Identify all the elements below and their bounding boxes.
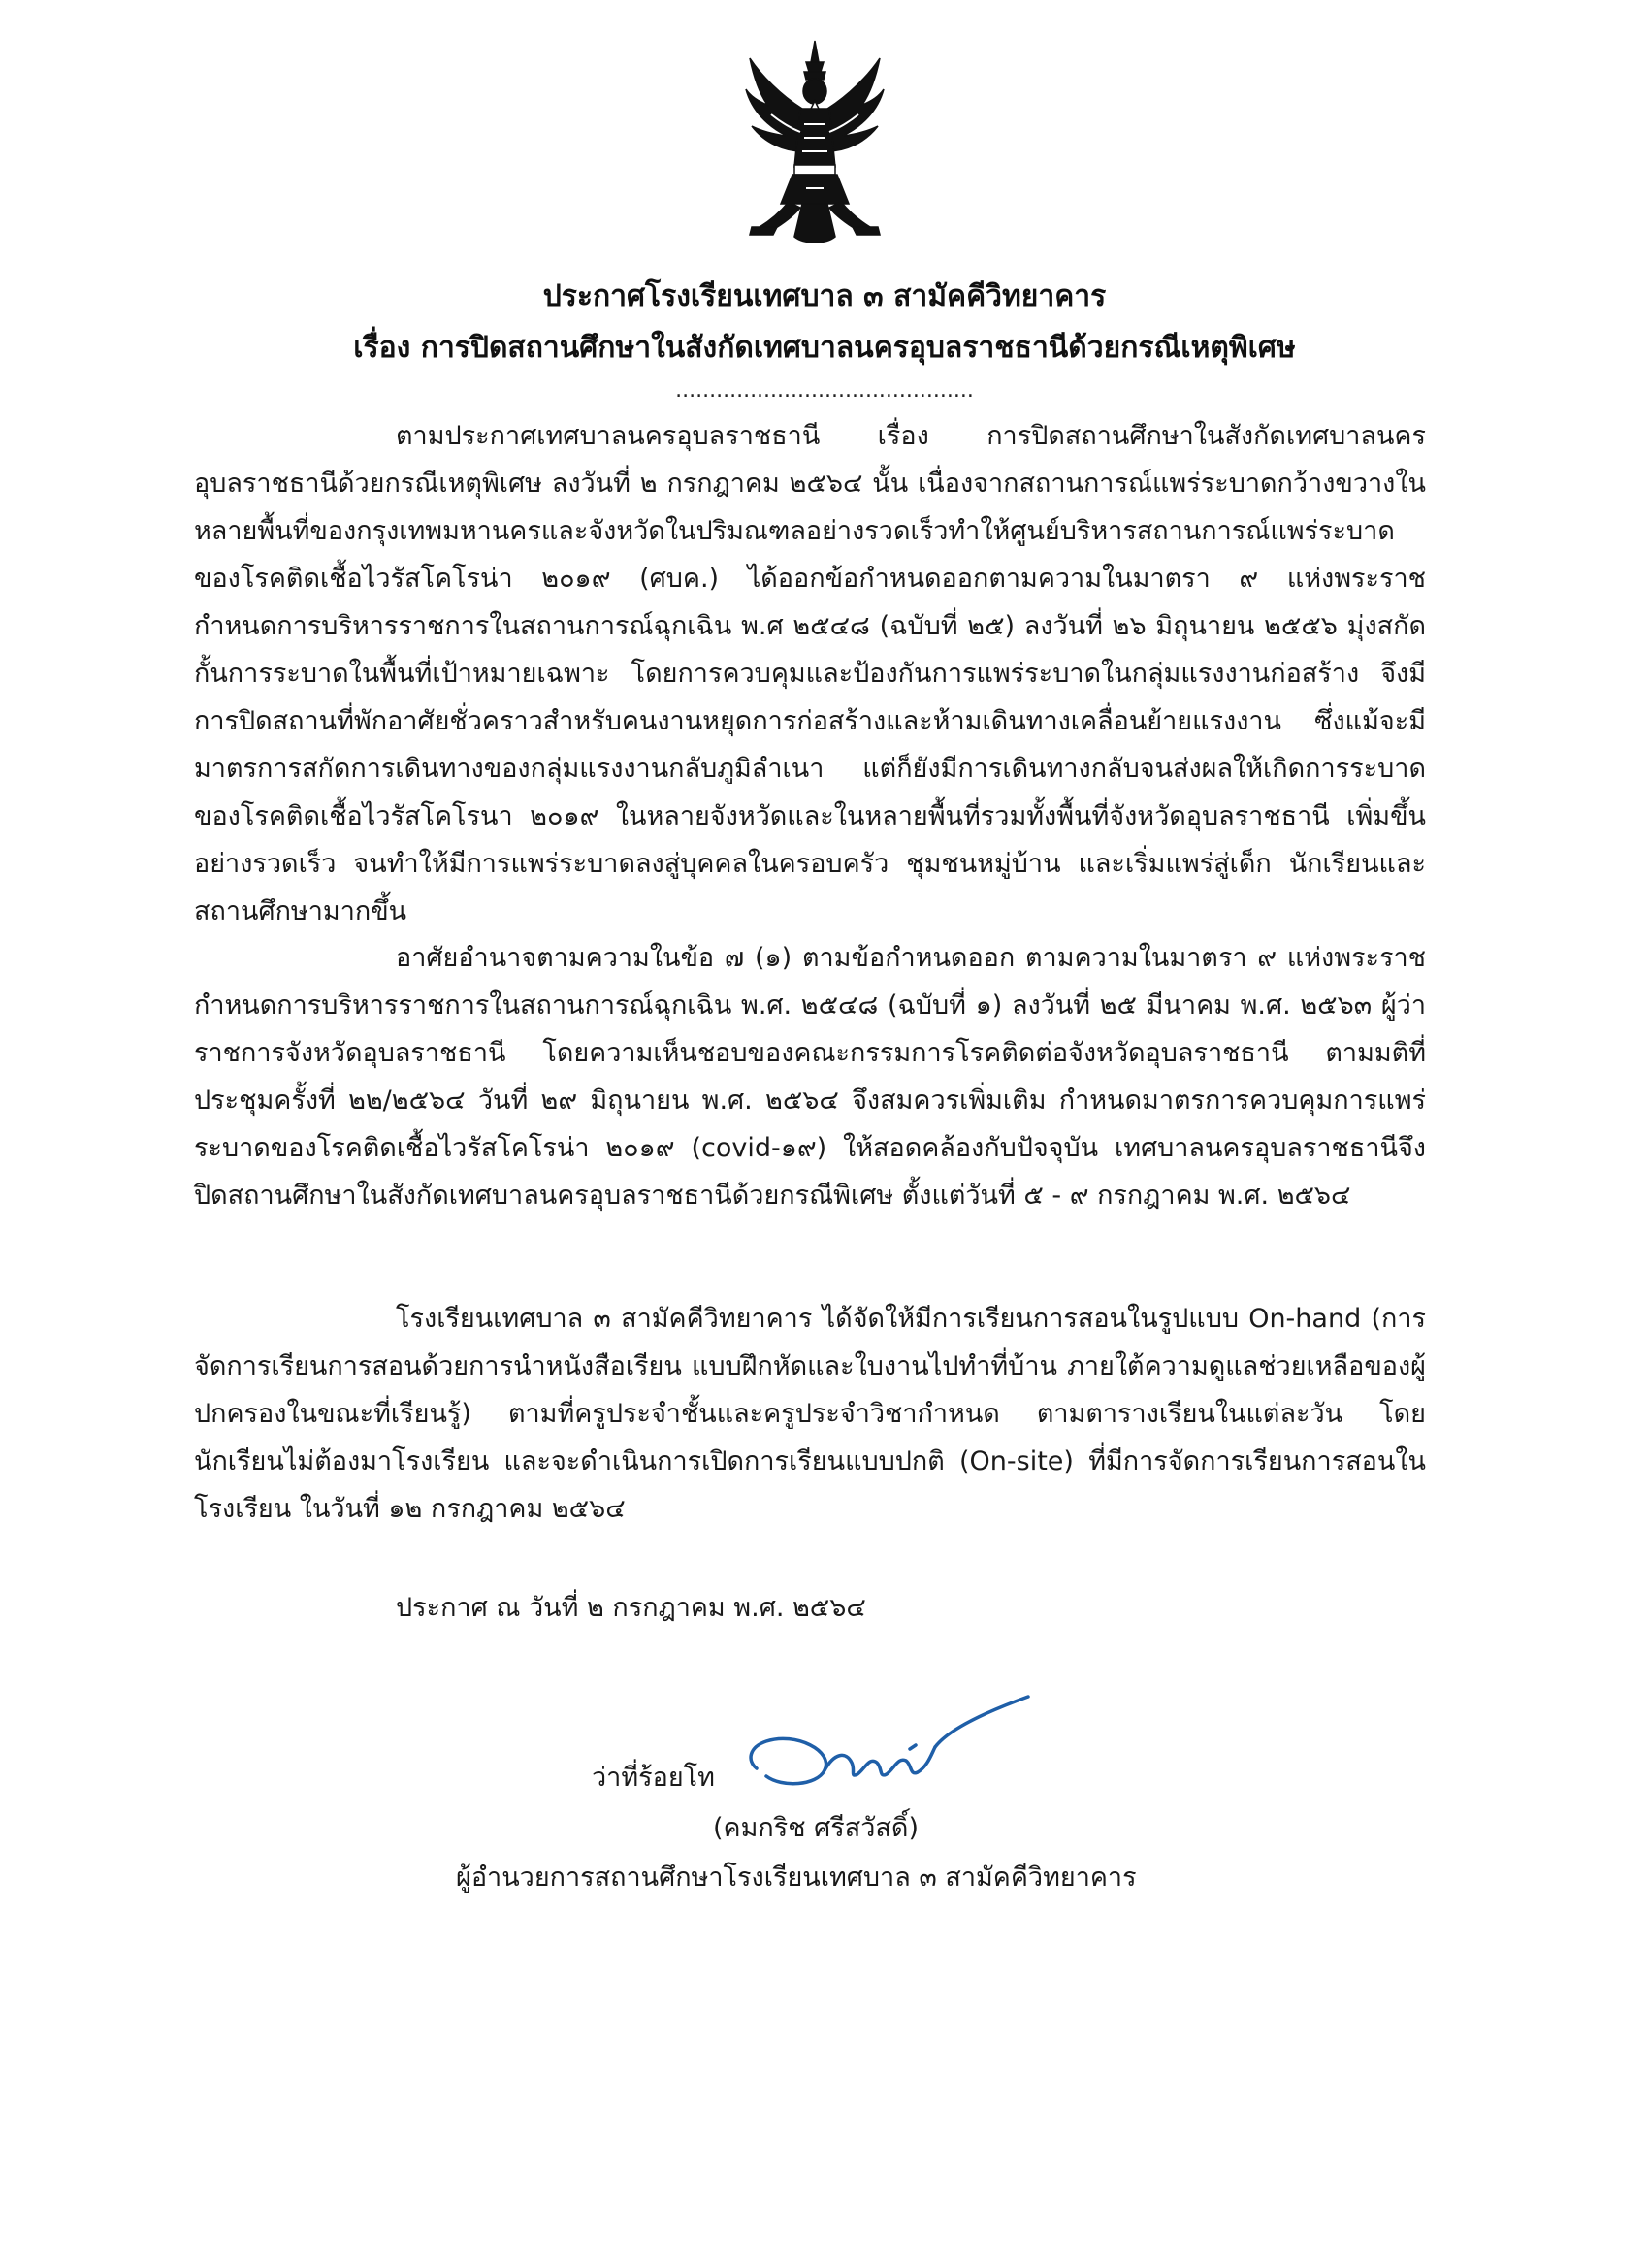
signatory-name: (คมกริช ศรีสวัสดิ์) xyxy=(713,1813,919,1843)
announcement-subject: เรื่อง การปิดสถานศึกษาในสังกัดเทศบาลนครอุบลราชธานีด้วยกรณีเหตุพิเศษ xyxy=(353,331,1296,365)
garuda-emblem-icon xyxy=(742,37,888,252)
body-paragraph-2: อาศัยอำนาจตามความในข้อ ๗ (๑) ตามข้อกำหนดออก ตามความในมาตรา ๙ แห่งพระราชกำหนดการบริหารราชการในสถานการณ์ฉุกเฉิน พ.ศ. ๒๕๔๘ (ฉบับที่ ๑) ลงวันที่ ๒๕ มีนาคม พ.ศ. ๒๕๖๓ ผู้ว่าราชการจังหวัดอุบลราชธานี โดยความเห็นชอบของคณะกรรมการโรคติดต่อจังหวัดอุบลราชธานี ตามมติที่ประชุมครั้งที่ ๒๒/๒๕๖๔ วันที่ ๒๙ มิถุนายน พ.ศ. ๒๕๖๔ จึงสมควรเพิ่มเติม กำหนดมาตรการควบคุมการแพร่ระบาดของโรคติดเชื้อไวรัสโคโรน่า ๒๐๑๙ (covid-๑๙) ให้สอดคล้องกับปัจจุบัน เทศบาลนครอุบลราชธานีจึงปิดสถานศึกษาในสังกัดเทศบาลนครอุบลราชธานีด้วยกรณีพิเศษ ตั้งแต่วันที่ ๕ - ๙ กรกฎาคม พ.ศ. ๒๕๖๔ xyxy=(194,943,1426,1211)
signatory-position: ผู้อำนวยการสถานศึกษาโรงเรียนเทศบาล ๓ สามัคคีวิทยาคาร xyxy=(456,1863,1137,1893)
signatory-rank: ว่าที่ร้อยโท xyxy=(592,1763,715,1793)
handwritten-signature xyxy=(728,1693,1048,1809)
body-paragraph-3: โรงเรียนเทศบาล ๓ สามัคคีวิทยาคาร ได้จัดให้มีการเรียนการสอนในรูปแบบ On-hand (การจัดการเรียนการสอนด้วยการนำหนังสือเรียน แบบฝึกหัดและใบงานไปทำที่บ้าน ภายใต้ความดูแลช่วยเหลือของผู้ปกครองในขณะที่เรียนรู้) ตามที่ครูประจำชั้นและครูประจำวิชากำหนด ตามตารางเรียนในแต่ละวัน โดยนักเรียนไม่ต้องมาโรงเรียน และจะดำเนินการเปิดการเรียนแบบปกติ (On-site) ที่มีการจัดการเรียนการสอนในโรงเรียน ในวันที่ ๑๒ กรกฎาคม ๒๕๖๔ xyxy=(194,1304,1426,1524)
heading-separator: ............................................ xyxy=(675,378,974,403)
announcement-date: ประกาศ ณ วันที่ ๒ กรกฎาคม พ.ศ. ๒๕๖๔ xyxy=(396,1593,866,1623)
body-paragraph-1: ตามประกาศเทศบาลนครอุบลราชธานี เรื่อง การปิดสถานศึกษาในสังกัดเทศบาลนครอุบลราชธานีด้วยกรณีเหตุพิเศษ ลงวันที่ ๒ กรกฎาคม ๒๕๖๔ นั้น เนื่องจากสถานการณ์แพร่ระบาดกว้างขวางในหลายพื้นที่ของกรุงเทพมหานครและจังหวัดในปริมณฑลอย่างรวดเร็วทำให้ศูนย์บริหารสถานการณ์แพร่ระบาดของโรคติดเชื้อไวรัสโคโรน่า ๒๐๑๙ (ศบค.) ได้ออกข้อกำหนดออกตามความในมาตรา ๙ แห่งพระราชกำหนดการบริหารราชการในสถานการณ์ฉุกเฉิน พ.ศ ๒๕๔๘ (ฉบับที่ ๒๕) ลงวันที่ ๒๖ มิถุนายน ๒๕๕๖ มุ่งสกัดกั้นการระบาดในพื้นที่เป้าหมายเฉพาะ โดยการควบคุมและป้องกันการแพร่ระบาดในกลุ่มแรงงานก่อสร้าง จึงมีการปิดสถานที่พักอาศัยชั่วคราวสำหรับคนงานหยุดการก่อสร้างและห้ามเดินทางเคลื่อนย้ายแรงงาน ซึ่งแม้จะมีมาตรการสกัดการเดินทางของกลุ่มแรงงานกลับภูมิลำเนา แต่ก็ยังมีการเดินทางกลับจนส่งผลให้เกิดการระบาดของโรคติดเชื้อไวรัสโคโรนา ๒๐๑๙ ในหลายจังหวัดและในหลายพื้นที่รวมทั้งพื้นที่จังหวัดอุบลราชธานี เพิ่มขึ้นอย่างรวดเร็ว จนทำให้มีการแพร่ระบาดลงสู่บุคคลในครอบครัว ชุมชนหมู่บ้าน และเริ่มแพร่สู่เด็ก นักเรียนและสถานศึกษามากขึ้น xyxy=(194,421,1426,926)
announcement-title: ประกาศโรงเรียนเทศบาล ๓ สามัคคีวิทยาคาร xyxy=(542,279,1107,313)
